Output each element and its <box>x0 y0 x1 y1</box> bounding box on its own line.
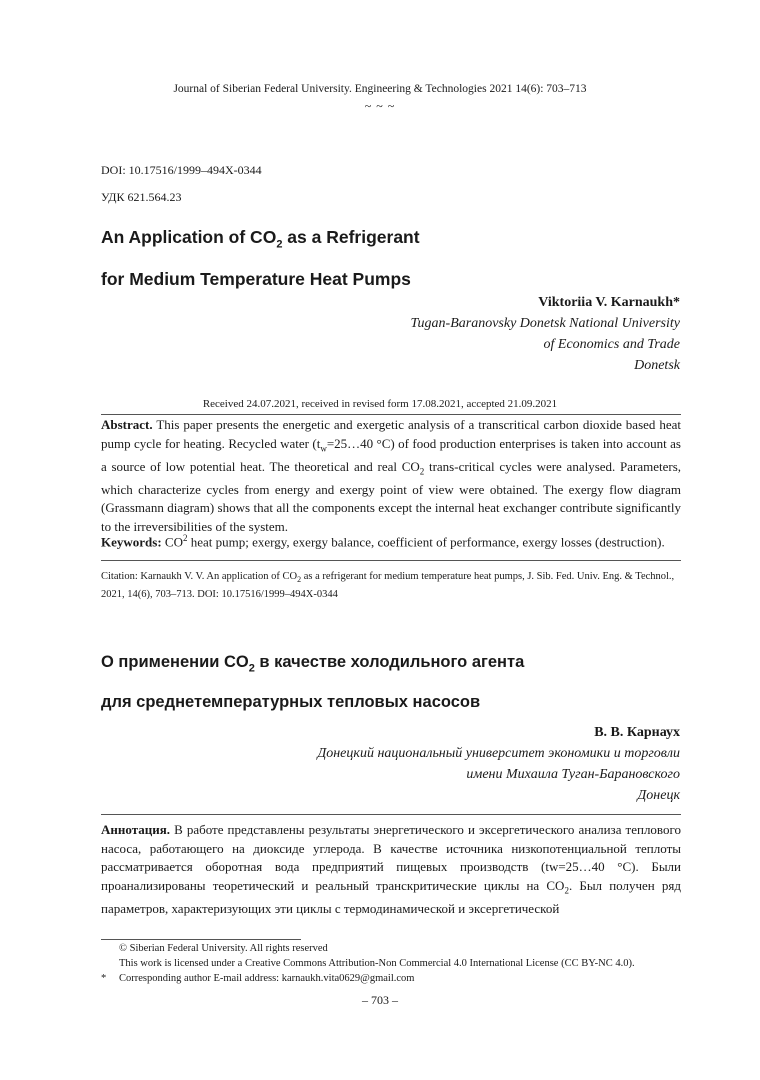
rule-ru <box>101 814 681 815</box>
received-dates: Received 24.07.2021, received in revised form 17.08.2021, accepted 21.09.2021 <box>202 398 558 410</box>
article-title-ru <box>101 645 524 719</box>
corresponding-author-note: Corresponding author E-mail address: karnaukh.vita0629@gmail.com <box>119 973 415 984</box>
author-block-en <box>411 292 680 376</box>
journal-header: Journal of Siberian Federal University. Engineering & Technologies 2021 14(6): 703–713 <box>173 83 587 95</box>
page-number: – 703 – <box>362 993 398 1007</box>
title-ru-line1: О применении $CO_2$ в качестве холодильного агента <box>101 653 525 675</box>
license-note: This work is licensed under a Creative Commons Attribution-Non Commercial 4.0 International License (CC BY-NC 4.0). <box>119 958 635 969</box>
rule-citation <box>101 560 681 561</box>
corresponding-mark: * <box>101 973 107 984</box>
affiliation-ru-line1: Донецкий национальный университет экономики и торговли <box>317 746 680 761</box>
author-block-ru <box>317 722 680 806</box>
article-title-en <box>101 220 420 296</box>
footnotes <box>101 941 681 986</box>
header-ornament: ~ ~ ~ <box>364 99 396 113</box>
affiliation-en-line2: of Economics and Trade <box>543 337 680 352</box>
abstract-en: Abstract. This paper presents the energetic and exergetic analysis of a transcritical carbon dioxide based heat pump cycle for heating. Recycled water ($t_w=25\dots 40$ °C) of food production enterprises is taken into account as a source of low potential heat. The theoretical and real $CO_2$ trans-critical cycles were analysed. Parameters, which characterize cycles from energy and exergy point of view were obtained. The exergy flow diagram (Grassmann diagram) shows that all the components except the internal heat exchanger contribute significantly to the irreversibilities of the system. <box>101 417 681 534</box>
abstract-label: Abstract. <box>101 417 153 432</box>
affiliation-en-city: Donetsk <box>634 358 680 373</box>
doi: DOI: 10.17516/1999–494X-0344 <box>101 163 262 177</box>
affiliation-ru-line2: имени Михаила Туган-Барановского <box>466 767 680 782</box>
udk: УДК 621.564.23 <box>101 190 182 204</box>
keywords-en: Keywords: $CO^2$ heat pump; exergy, exergy balance, coefficient of performance, exergy losses (destruction). <box>101 533 665 550</box>
title-ru-line2: для среднетемпературных тепловых насосов <box>101 693 481 712</box>
affiliation-en-line1: Tugan-Baranovsky Donetsk National University <box>410 316 680 331</box>
keywords-label: Keywords: <box>101 534 162 550</box>
author-name-ru: В. В. Карнаух <box>594 725 680 740</box>
rule-top <box>101 414 681 415</box>
title-en-line2: for Medium Temperature Heat Pumps <box>101 268 411 289</box>
copyright-note: © Siberian Federal University. All rights reserved <box>119 943 328 954</box>
author-name-en: Viktoriia V. Karnaukh* <box>538 295 680 310</box>
abstract-ru: Аннотация. В работе представлены результаты энергетического и эксергетического анализа теплового насоса, работающего на диоксиде углерода. В качестве источника низкопотенциальной теплоты рассматривается оборотная вода предприятий пищевых производств (tw=25…40 °C). Были проанализированы теоретический и реальный транскритические циклы на $CO_2$. Был получен ряд параметров, характеризующих эти циклы с термодинамической и эксергетической <box>101 822 681 916</box>
footnote-rule <box>101 939 301 940</box>
abstract-ru-label: Аннотация. <box>101 822 171 837</box>
affiliation-ru-city: Донецк <box>637 788 680 803</box>
title-en-line1: An Application of $CO_2$ as a Refrigerant <box>101 227 420 251</box>
citation: Citation: Karnaukh V. V. An application of $CO_2$ as a refrigerant for medium temperature heat pumps, J. Sib. Fed. Univ. Eng. & Technol., 2021, 14(6), 703–713. DOI: 10.17516/1999–494X-0344 <box>101 571 675 601</box>
